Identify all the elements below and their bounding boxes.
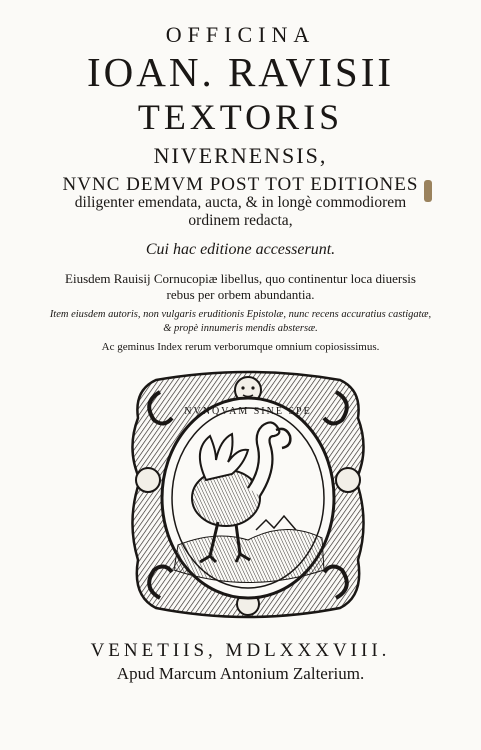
cornucopia-line-2: rebus per orbem abundantia. [166,287,315,302]
author-name: IOAN. RAVISII [86,49,395,95]
emblem-motto: NVNQVAM SINE SPE [184,406,312,417]
epistolae-line-1: Item eiusdem autoris, non vulgaris eruditionis Epistolæ, nunc recens accuratius castigatæ, [49,309,432,320]
ink-stain [424,180,432,202]
title-officina: OFFICINA [165,22,316,47]
printer-device-ostrich-icon [126,370,370,620]
author-origin: NIVERNENSIS, [153,143,328,168]
index-line: Ac geminus Index rerum verborumque omnium copiosissimus. [101,341,380,353]
additions-heading: Cui hac editione accesserunt. [145,241,336,258]
epistolae-line-2: & propè innumeris mendis abstersæ. [163,323,318,334]
edition-heading: NVNC DEMVM POST TOT EDITIONES [62,174,419,195]
cornucopia-line-1: Eiusdem Rauisij Cornucopiæ libellus, quo continentur loca diuersis [65,271,416,286]
edition-description-1: diligenter emendata, aucta, & in longè commodiorem [74,194,407,211]
edition-description-2: ordinem redacta, [188,212,293,229]
author-surname: TEXTORIS [137,97,344,137]
imprint-printer: Apud Marcum Antonium Zalterium. [116,664,365,683]
imprint-place-date: VENETIIS, MDLXXXVIII. [90,640,391,661]
